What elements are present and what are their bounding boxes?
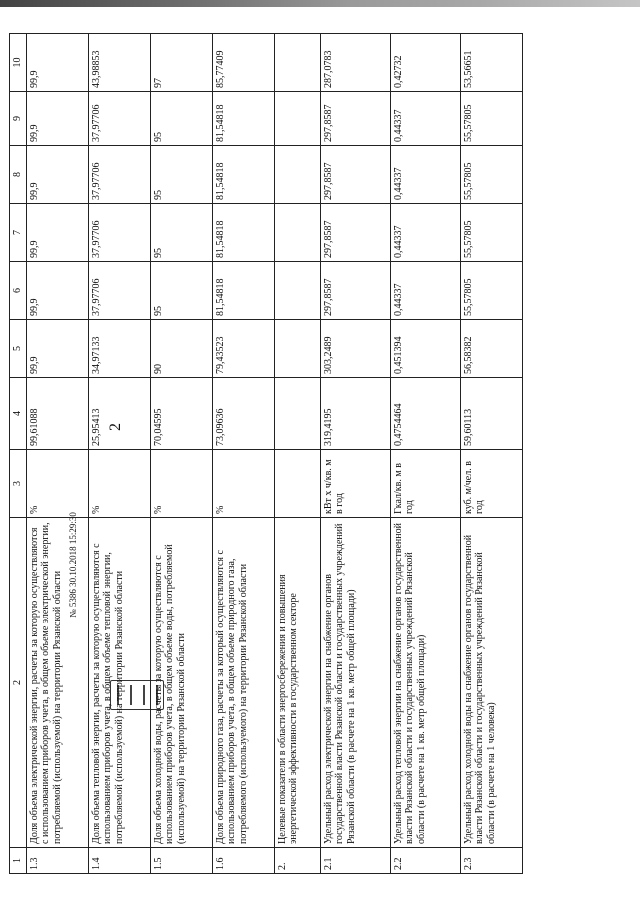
column-number: 1 xyxy=(10,848,27,874)
value-cell xyxy=(274,34,320,92)
value-cell: 99,61088 xyxy=(26,378,88,450)
value-cell xyxy=(274,320,320,378)
table-body xyxy=(26,34,522,874)
value-cell: 95 xyxy=(150,204,212,262)
value-cell: 56,58382 xyxy=(460,320,522,378)
value-cell: 297,8587 xyxy=(320,92,390,146)
value-cell: 0,44337 xyxy=(390,146,460,204)
value-cell: 73,09636 xyxy=(212,378,274,450)
value-cell: 81,54818 xyxy=(212,92,274,146)
scan-top-edge xyxy=(0,0,640,7)
value-cell: 37,97706 xyxy=(88,262,150,320)
value-cell: 99,9 xyxy=(26,204,88,262)
value-cell: 95 xyxy=(150,92,212,146)
unit-cell: куб. м/чел. в год xyxy=(460,450,522,518)
value-cell xyxy=(274,204,320,262)
value-cell: 99,9 xyxy=(26,92,88,146)
value-cell: 297,8587 xyxy=(320,204,390,262)
indicator-name: Доля объема природного газа, расчеты за который осуществляются с использованием приборов учета, в общем объеме природного газа, потребляемого (используемого) на территории Рязанской области xyxy=(212,518,274,848)
table-row xyxy=(320,34,390,874)
section-row xyxy=(274,34,320,874)
column-number-row xyxy=(10,34,27,874)
value-cell xyxy=(274,378,320,450)
column-number: 10 xyxy=(10,34,27,92)
value-cell: 0,451394 xyxy=(390,320,460,378)
unit-cell: Гкал/кв. м в год xyxy=(390,450,460,518)
value-cell: 90 xyxy=(150,320,212,378)
value-cell: 99,9 xyxy=(26,34,88,92)
value-cell: 79,43523 xyxy=(212,320,274,378)
value-cell: 95 xyxy=(150,146,212,204)
indicator-name: Доля объема тепловой энергии, расчеты за которую осуществляются с использованием приборов учета, в общем объеме тепловой энергии, потребляемой (используемой) на территории Рязанской области xyxy=(88,518,150,848)
value-cell: 97 xyxy=(150,34,212,92)
column-number: 9 xyxy=(10,92,27,146)
column-number: 8 xyxy=(10,146,27,204)
unit-cell: % xyxy=(26,450,88,518)
row-number: 1.5 xyxy=(150,848,212,874)
table-row xyxy=(390,34,460,874)
value-cell: 0,44337 xyxy=(390,262,460,320)
value-cell: 99,9 xyxy=(26,320,88,378)
row-number: 2.3 xyxy=(460,848,522,874)
table-row xyxy=(150,34,212,874)
value-cell: 59,60113 xyxy=(460,378,522,450)
value-cell: 81,54818 xyxy=(212,262,274,320)
column-number: 2 xyxy=(10,518,27,848)
column-number: 6 xyxy=(10,262,27,320)
value-cell: 37,97706 xyxy=(88,204,150,262)
value-cell: 34,97133 xyxy=(88,320,150,378)
value-cell: 99,9 xyxy=(26,146,88,204)
document-reference: № 5386 30.10.2018 15:29:30 xyxy=(67,512,78,618)
unit-cell: % xyxy=(212,450,274,518)
value-cell: 81,54818 xyxy=(212,146,274,204)
value-cell: 43,98853 xyxy=(88,34,150,92)
value-cell: 0,4754464 xyxy=(390,378,460,450)
value-cell: 37,97706 xyxy=(88,146,150,204)
value-cell: 55,57805 xyxy=(460,204,522,262)
indicator-name: Удельный расход холодной воды на снабжение органов государственной власти Рязанской области и государственных учреждений Рязанской области (в расчете на 1 человека) xyxy=(460,518,522,848)
unit-cell: % xyxy=(150,450,212,518)
rotated-table-wrapper xyxy=(9,34,535,874)
column-number: 7 xyxy=(10,204,27,262)
table-row xyxy=(460,34,522,874)
value-cell: 99,9 xyxy=(26,262,88,320)
column-number: 3 xyxy=(10,450,27,518)
value-cell: 297,8587 xyxy=(320,262,390,320)
value-cell: 55,57805 xyxy=(460,146,522,204)
value-cell: 0,44337 xyxy=(390,204,460,262)
indicator-name: Удельный расход электрической энергии на снабжение органов государственной власти Рязанской области и государственных учреждений Рязанской области (в расчете на 1 кв. метр общей площади) xyxy=(320,518,390,848)
table-row xyxy=(26,34,88,874)
value-cell: 85,77409 xyxy=(212,34,274,92)
value-cell xyxy=(274,262,320,320)
value-cell xyxy=(274,92,320,146)
value-cell xyxy=(274,146,320,204)
value-cell: 70,04595 xyxy=(150,378,212,450)
value-cell: 303,2489 xyxy=(320,320,390,378)
indicator-name: Удельный расход тепловой энергии на снабжение органов государственной власти Рязанской области и государственных учреждений Рязанской области (в расчете на 1 кв. метр общей площади) xyxy=(390,518,460,848)
row-number: 1.6 xyxy=(212,848,274,874)
value-cell: 287,0783 xyxy=(320,34,390,92)
value-cell: 55,57805 xyxy=(460,92,522,146)
value-cell: 81,54818 xyxy=(212,204,274,262)
row-number: 2. xyxy=(274,848,320,874)
indicators-table xyxy=(9,33,523,874)
value-cell: 25,95413 xyxy=(88,378,150,450)
table-row xyxy=(212,34,274,874)
value-cell: 53,56651 xyxy=(460,34,522,92)
column-number: 5 xyxy=(10,320,27,378)
value-cell: 37,97706 xyxy=(88,92,150,146)
row-number: 1.4 xyxy=(88,848,150,874)
column-number: 4 xyxy=(10,378,27,450)
indicator-name: Целевые показатели в области энергосбережения и повышения энергетической эффективности в государственном секторе xyxy=(274,518,320,848)
value-cell: 95 xyxy=(150,262,212,320)
indicator-name: Доля объема холодной воды, расчеты за которую осуществляются с использованием приборов учета, в общем объеме воды, потребляемой (используемой) на территории Рязанской области xyxy=(150,518,212,848)
table-row xyxy=(88,34,150,874)
value-cell: 0,42732 xyxy=(390,34,460,92)
row-number: 2.2 xyxy=(390,848,460,874)
row-number: 1.3 xyxy=(26,848,88,874)
value-cell: 319,4195 xyxy=(320,378,390,450)
unit-cell xyxy=(274,450,320,518)
value-cell: 297,8587 xyxy=(320,146,390,204)
unit-cell: % xyxy=(88,450,150,518)
page-number: 2 xyxy=(107,423,124,431)
indicator-name: Доля объема электрической энергии, расчеты за которую осуществляются с использованием приборов учета, в общем объеме электрической энергии, потребляемой (используемой) на территории Рязанской области xyxy=(26,518,88,848)
unit-cell: кВт х ч/кв. м в год xyxy=(320,450,390,518)
value-cell: 0,44337 xyxy=(390,92,460,146)
row-number: 2.1 xyxy=(320,848,390,874)
value-cell: 55,57805 xyxy=(460,262,522,320)
